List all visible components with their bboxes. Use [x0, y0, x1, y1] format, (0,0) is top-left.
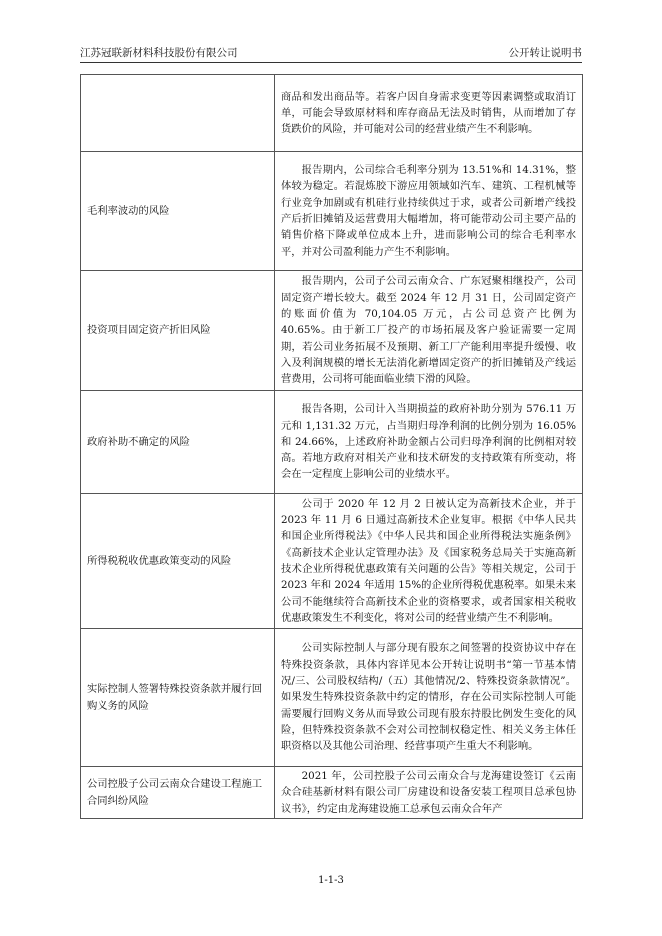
risk-name: 实际控制人签署特殊投资条款并履行回购义务的风险 — [81, 629, 275, 767]
risk-table — [80, 74, 583, 819]
table-row — [81, 271, 583, 391]
table-row — [81, 629, 583, 767]
document-title: 公开转让说明书 — [508, 47, 582, 59]
risk-description — [275, 767, 583, 819]
table-row — [81, 767, 583, 819]
risk-description-text: 报告期内，公司综合毛利率分别为 13.51%和 14.31%，整体较为稳定。若混炼胶下游应用领域如汽车、建筑、工程机械等行业竞争加剧或有机硅行业持续供过于求，或者公司新增产线投产后折旧摊销及运营费用大幅增加，将可能带动公司主要产品的销售价格下降或单位成本上升，进而影响公司的综合毛利率水平，并对公司盈利能力产生不利影响。 — [281, 164, 576, 258]
risk-description-text: 公司于 2020 年 12 月 2 日被认定为高新技术企业，并于 2023 年 11 月 6 日通过高新技术企业复审。根据《中华人民共和国企业所得税法》《中华人民共和国企业所得税法实施条例》《高新技术企业认定管理办法》及《国家税务总局关于实施高新技术企业所得税优惠政策有关问题的公告》等相关规定，公司于 2023 年和 2024 年适用 15%的企业所得税优惠税率。如果未来公司不能继续符合高新技术企业的资格要求，或者国家相关税收优惠政策发生不利变化，将对公司的经营业绩产生不利影响。 — [281, 497, 576, 624]
table-row — [81, 391, 583, 494]
risk-name: 公司控股子公司云南众合建设工程施工合同纠纷风险 — [81, 767, 275, 819]
risk-description — [275, 75, 583, 152]
table-row — [81, 494, 583, 629]
risk-name: 毛利率波动的风险 — [81, 152, 275, 271]
risk-name: 政府补助不确定的风险 — [81, 391, 275, 494]
risk-name: 所得税税收优惠政策变动的风险 — [81, 494, 275, 629]
risk-description-text: 商品和发出商品等。若客户因自身需求变更等因素调整或取消订单，可能会导致原材料和库存商品无法及时销售，从而增加了存货跌价的风险，并可能对公司的经营业绩产生不利影响。 — [281, 90, 576, 136]
table-row — [81, 152, 583, 271]
risk-description-text: 报告期内，公司子公司云南众合、广东冠聚相继投产，公司固定资产增长较大。截至 2024 年 12 月 31 日，公司固定资产的账面价值为 70,104.05 万元，占公司总资产比例为 40.65%。由于新工厂投产的市场拓展及客户验证需要一定周期，若公司业务拓展不及预期、新工厂产能利用率提升缓慢、收入及利润规模的增长无法消化新增固定资产的折旧摊销及产线运营费用，公司将可能面临业绩下滑的风险。 — [281, 275, 576, 386]
risk-description-text: 公司实际控制人与部分现有股东之间签署的投资协议中存在特殊投资条款，具体内容详见本公开转让说明书“第一节基本情况/三、公司股权结构/（五）其他情况/2、特殊投资条款情况”。如果发生特殊投资条款中约定的情形，存在公司实际控制人可能需要履行回购义务从而导致公司现有股东持股比例发生变化的风险，但特殊投资条款不会对公司控制权稳定性、相关义务主体任职资格以及其他公司治理、经营事项产生重大不利影响。 — [281, 642, 576, 753]
table-row — [81, 75, 583, 152]
risk-description — [275, 629, 583, 767]
page-header — [80, 44, 582, 63]
risk-description — [275, 391, 583, 494]
risk-description — [275, 152, 583, 271]
page-number: 1-1-3 — [318, 875, 344, 886]
risk-name — [81, 75, 275, 152]
risk-name: 投资项目固定资产折旧风险 — [81, 271, 275, 391]
risk-description-text: 报告各期，公司计入当期损益的政府补助分别为 576.11 万元和 1,131.32 万元，占当期归母净利润的比例分别为 16.05%和 24.66%，上述政府补助金额占公司归母净利润的比例相对较高。若地方政府对相关产业和技术研发的支持政策有所变动，将会在一定程度上影响公司的业绩水平。 — [281, 403, 576, 481]
risk-description — [275, 271, 583, 391]
risk-description-text: 2021 年，公司控股子公司云南众合与龙海建设签订《云南众合硅基新材料有限公司厂房建设和设备安装工程项目总承包协议书》，约定由龙海建设施工总承包云南众合年产 — [281, 770, 576, 815]
company-name: 江苏冠联新材料科技股份有限公司 — [80, 47, 238, 59]
risk-description — [275, 494, 583, 629]
